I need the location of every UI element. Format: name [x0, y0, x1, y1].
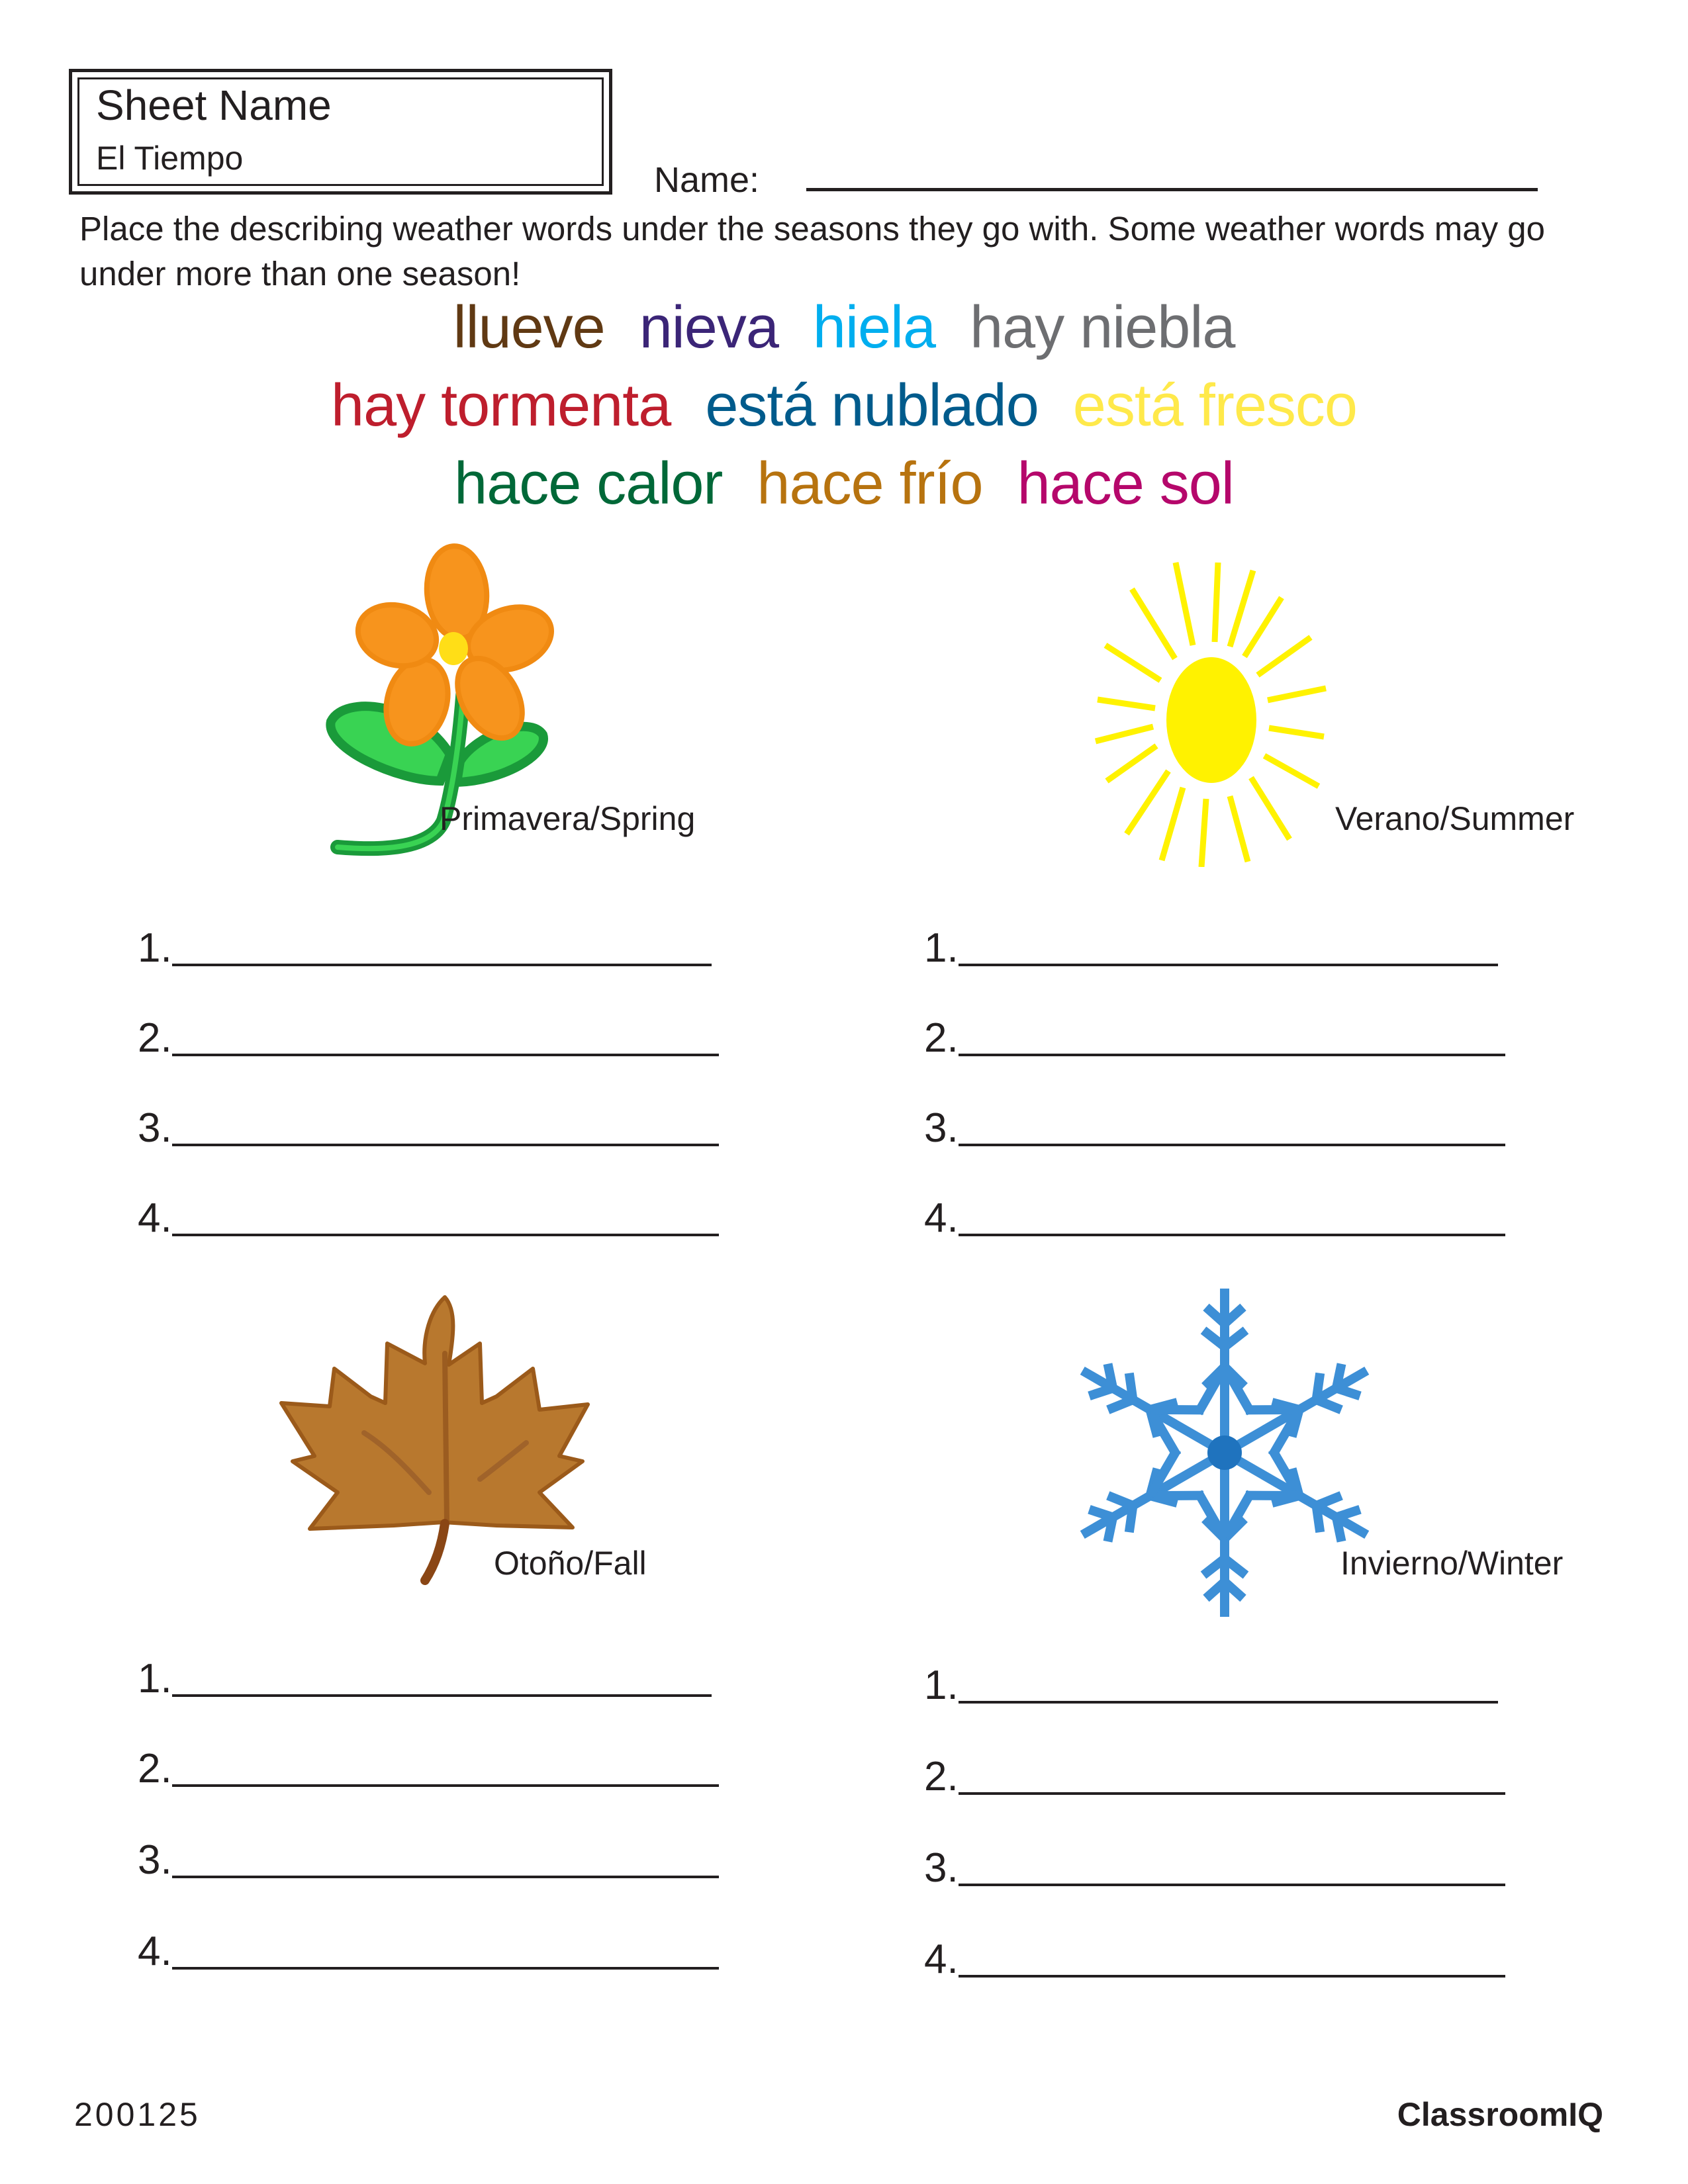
name-field[interactable]: [806, 188, 1538, 191]
season-label-summer: Verano/Summer: [1335, 800, 1575, 837]
word-bank-word: llueve: [453, 295, 605, 361]
answer-blank[interactable]: [172, 1784, 719, 1787]
word-bank-row-2: [0, 369, 1688, 442]
answer-item-spring-3[interactable]: [138, 1105, 719, 1152]
item-number: 3.: [924, 1845, 959, 1891]
answer-item-spring-4[interactable]: [138, 1195, 719, 1242]
word-bank-word: hace frío: [757, 451, 983, 517]
answer-blank[interactable]: [959, 1884, 1505, 1886]
item-number: 1.: [924, 925, 959, 971]
answer-item-summer-1[interactable]: [924, 925, 1498, 972]
answer-item-winter-4[interactable]: [924, 1936, 1505, 1983]
word-bank-word: está fresco: [1072, 373, 1357, 439]
word-bank-word: hace calor: [454, 451, 723, 517]
sheet-name-label: Sheet Name: [96, 81, 332, 129]
word-bank-word: hay niebla: [970, 295, 1235, 361]
word-bank-word: nieva: [639, 295, 778, 361]
item-number: 1.: [138, 1656, 172, 1702]
brand-logo-text: ClassroomIQ: [1397, 2096, 1603, 2133]
answer-item-spring-1[interactable]: [138, 925, 712, 972]
answer-item-spring-2[interactable]: [138, 1015, 719, 1062]
answer-blank[interactable]: [959, 1975, 1505, 1978]
item-number: 4.: [924, 1195, 959, 1241]
answer-item-summer-3[interactable]: [924, 1105, 1505, 1152]
answer-blank[interactable]: [172, 1967, 719, 1970]
item-number: 3.: [138, 1105, 172, 1151]
item-number: 2.: [138, 1746, 172, 1792]
answer-item-winter-2[interactable]: [924, 1754, 1505, 1800]
item-number: 4.: [138, 1929, 172, 1974]
answer-blank[interactable]: [172, 1694, 712, 1697]
season-label-fall: Otoño/Fall: [494, 1545, 647, 1582]
item-number: 4.: [138, 1195, 172, 1241]
item-number: 2.: [924, 1754, 959, 1799]
item-number: 1.: [138, 925, 172, 971]
answer-blank[interactable]: [172, 1876, 719, 1878]
answer-item-fall-3[interactable]: [138, 1837, 719, 1884]
word-bank-word: hay tormenta: [331, 373, 671, 439]
answer-item-summer-2[interactable]: [924, 1015, 1505, 1062]
word-bank-row-1: [0, 291, 1688, 364]
name-label: Name:: [654, 160, 760, 200]
answer-item-fall-2[interactable]: [138, 1746, 719, 1792]
word-bank-word: hiela: [812, 295, 936, 361]
sheet-name-value: El Tiempo: [96, 140, 244, 177]
answer-blank[interactable]: [959, 1054, 1505, 1056]
item-number: 4.: [924, 1936, 959, 1982]
answer-blank[interactable]: [959, 1234, 1505, 1236]
answer-blank[interactable]: [172, 964, 712, 966]
item-number: 2.: [138, 1015, 172, 1061]
item-number: 3.: [138, 1837, 172, 1883]
item-number: 3.: [924, 1105, 959, 1151]
word-bank-word: hace sol: [1017, 451, 1234, 517]
answer-item-winter-1[interactable]: [924, 1662, 1498, 1709]
word-bank-word: está nublado: [705, 373, 1039, 439]
season-label-spring: Primavera/Spring: [440, 800, 696, 837]
word-bank-row-3: [0, 447, 1688, 520]
season-label-winter: Invierno/Winter: [1340, 1545, 1564, 1582]
answer-item-summer-4[interactable]: [924, 1195, 1505, 1242]
answer-blank[interactable]: [959, 1792, 1505, 1795]
answer-blank[interactable]: [959, 964, 1498, 966]
instructions: Place the describing weather words under the seasons they go with. Some weather words may go under more than one season!: [79, 210, 1546, 293]
answer-blank[interactable]: [959, 1144, 1505, 1146]
item-number: 1.: [924, 1662, 959, 1708]
answer-item-fall-4[interactable]: [138, 1929, 719, 1975]
answer-blank[interactable]: [959, 1701, 1498, 1704]
item-number: 2.: [924, 1015, 959, 1061]
answer-item-winter-3[interactable]: [924, 1845, 1505, 1891]
answer-blank[interactable]: [172, 1144, 719, 1146]
worksheet-code: 200125: [74, 2096, 201, 2133]
answer-item-fall-1[interactable]: [138, 1656, 712, 1702]
sheet-name-box: [69, 69, 612, 195]
answer-blank[interactable]: [172, 1054, 719, 1056]
answer-blank[interactable]: [172, 1234, 719, 1236]
